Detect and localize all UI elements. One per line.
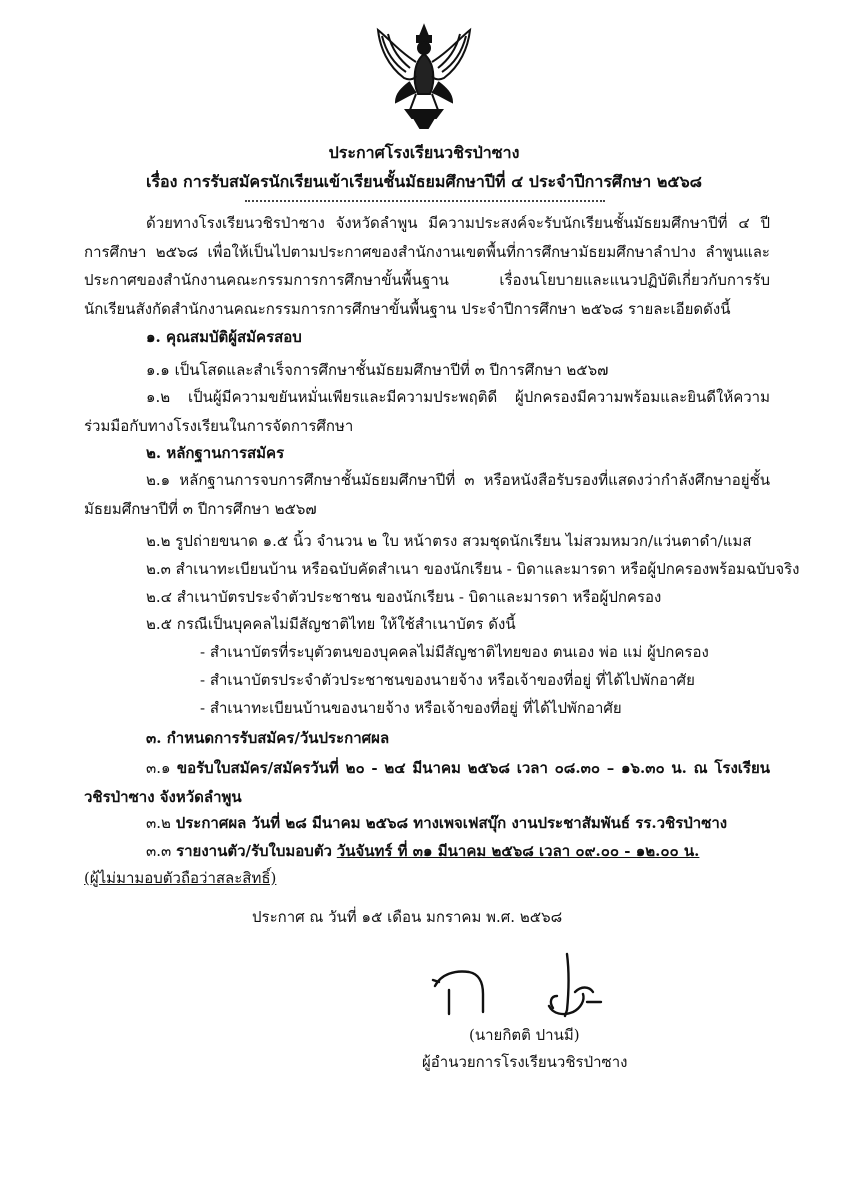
section3-item1-number: ๓.๑ <box>146 759 171 777</box>
section2-sub1: - สำเนาบัตรที่ระบุตัวตนของบุคคลไม่มีสัญชาติไทยของ ตนเอง พ่อ แม่ ผู้ปกครอง <box>200 643 709 661</box>
section1-heading: ๑. คุณสมบัติผู้สมัครสอบ <box>146 328 302 346</box>
section2-sub2: - สำเนาบัตรประจำตัวประชาชนของนายจ้าง หรือเจ้าของที่อยู่ ที่ได้ไปพักอาศัย <box>200 671 695 689</box>
section3-item2-number: ๓.๒ <box>146 814 171 832</box>
section2-item1: ๒.๑ หลักฐานการจบการศึกษาชั้นมัธยมศึกษาปีที่ ๓ หรือหนังสือรับรองที่แสดงว่ากำลังศึกษาอยู่ชั้นมัธยมศึกษาปีที่ ๓ ปีการศึกษา ๒๕๖๗ <box>84 471 770 518</box>
section3-item3-date: วันจันทร์ ที่ ๓๑ มีนาคม ๒๕๖๘ เวลา ๐๙.๐๐ - ๑๒.๐๐ น. <box>336 842 700 860</box>
section3-item3-label: รายงานตัว/รับใบมอบตัว <box>176 842 332 860</box>
garuda-emblem-icon <box>370 22 478 132</box>
section3-item3-number: ๓.๓ <box>146 842 172 860</box>
section2-item3: ๒.๓ สำเนาทะเบียนบ้าน หรือฉบับคัดสำเนา ของนักเรียน - บิดาและมารดา หรือผู้ปกครองพร้อมฉบับจริง <box>146 560 800 578</box>
title-divider <box>245 198 605 202</box>
section1-item2: ๑.๒ เป็นผู้มีความขยันหมั่นเพียรและมีความประพฤติดี ผู้ปกครองมีความพร้อมและยินดีให้ความร่วมมือกับทางโรงเรียนในการจัดการศึกษา <box>84 388 770 435</box>
section3-item3 <box>146 839 699 863</box>
section2-item2: ๒.๒ รูปถ่ายขนาด ๑.๕ นิ้ว จำนวน ๒ ใบ หน้าตรง สวมชุดนักเรียน ไม่สวมหมวก/แว่นตาดำ/แมส <box>146 532 752 550</box>
section3-item1-text: ขอรับใบสมัคร/สมัครวันที่ ๒๐ - ๒๔ มีนาคม ๒๕๖๘ เวลา ๐๘.๓๐ – ๑๖.๓๐ น. ณ โรงเรียนวชิรป่าซาง จังหวัดลำพูน <box>84 759 770 806</box>
signer-title: ผู้อำนวยการโรงเรียนวชิรป่าซาง <box>422 1053 628 1071</box>
section2-item5: ๒.๕ กรณีเป็นบุคคลไม่มีสัญชาติไทย ให้ใช้สำเนาบัตร ดังนี้ <box>146 615 516 633</box>
intro-paragraph: ด้วยทางโรงเรียนวชิรป่าซาง จังหวัดลำพูน มีความประสงค์จะรับนักเรียนชั้นมัธยมศึกษาปีที่ ๔ ปีการศึกษา ๒๕๖๘ เพื่อให้เป็นไปตามประกาศของสำนักงานเขตพื้นที่การศึกษามัธยมศึกษาลำปาง ลำพูนและประกาศของสำนักงานคณะกรรมการการศึกษาขั้นพื้นฐาน เรื่องนโยบายและแนวปฏิบัติเกี่ยวกับการรับนักเรียนสังกัดสำนักงานคณะกรรมการการศึกษาขั้นพื้นฐาน ประจำปีการศึกษา ๒๕๖๘ รายละเอียดดังนี้ <box>84 214 770 318</box>
section2-item4: ๒.๔ สำเนาบัตรประจำตัวประชาชน ของนักเรียน - บิดาและมารดา หรือผู้ปกครอง <box>146 588 662 606</box>
forfeit-note: (ผู้ไม่มามอบตัวถือว่าสละสิทธิ์) <box>84 869 277 887</box>
section2-heading: ๒. หลักฐานการสมัคร <box>146 444 285 462</box>
announcement-subject: เรื่อง การรับสมัครนักเรียนเข้าเรียนชั้นมัธยมศึกษาปีที่ ๔ ประจำปีการศึกษา ๒๕๖๘ <box>145 172 703 191</box>
section3-item2-text: ประกาศผล วันที่ ๒๘ มีนาคม ๒๕๖๘ ทางเพจเฟสบุ๊ก งานประชาสัมพันธ์ รร.วชิรป่าซาง <box>175 814 728 832</box>
section3-item2 <box>146 811 727 835</box>
announcement-title: ประกาศโรงเรียนวชิรป่าซาง <box>328 143 520 162</box>
announcement-date: ประกาศ ณ วันที่ ๑๕ เดือน มกราคม พ.ศ. ๒๕๖๘ <box>252 908 563 926</box>
signature-icon <box>425 950 625 1030</box>
section2-sub3: - สำเนาทะเบียนบ้านของนายจ้าง หรือเจ้าของที่อยู่ ที่ได้ไปพักอาศัย <box>200 699 622 717</box>
signer-name: (นายกิตติ ปานมี) <box>469 1026 580 1044</box>
section1-item1: ๑.๑ เป็นโสดและสำเร็จการศึกษาชั้นมัธยมศึกษาปีที่ ๓ ปีการศึกษา ๒๕๖๗ <box>146 361 609 379</box>
section3-heading: ๓. กำหนดการรับสมัคร/วันประกาศผล <box>146 729 390 747</box>
section3-item1 <box>84 754 770 811</box>
